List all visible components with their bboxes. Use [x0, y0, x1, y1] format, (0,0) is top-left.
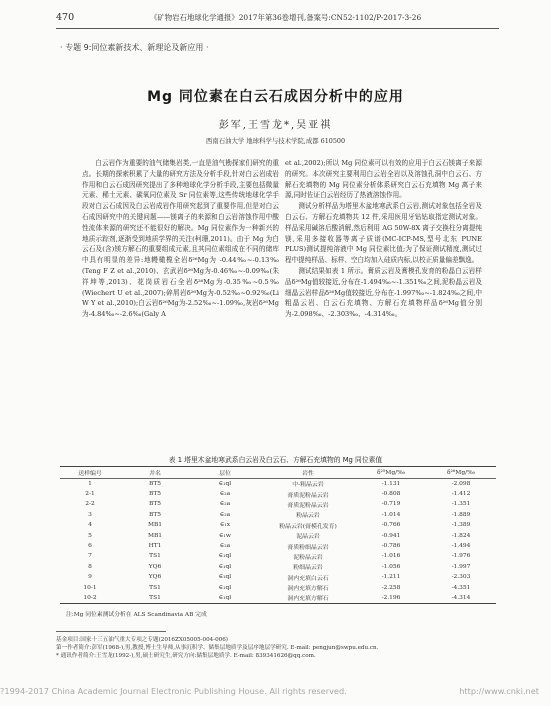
table-cell: 1 [88, 480, 92, 487]
table-cell: -1.016 [381, 553, 401, 560]
table-cell: 4 [88, 522, 92, 529]
table-cell: 8 [88, 563, 92, 570]
table-cell: -2.303 [451, 574, 471, 581]
table-cell: ∈₁ql [218, 563, 232, 570]
table-cell: 膏质泥粉晶云岩 [287, 492, 329, 499]
body-paragraph: 测试分析样品为塔里木盆地寒武系白云岩,测试对象包括全岩及白云石、方解石充填物共 12 件,采用医用牙钻钻取指定测试对象。样品采用碱溶后酸消解,然后利用 AG 50W-8X 离子交换柱分离提纯镁,采用多接收器等离子质谱(MC-ICP-MS,型号北东 PUNE PLUS)测试提纯溶液中 Mg 同位素比值;为了保证测试精度,测试过程中提纯样品、标样、空白均加入硅质内标,以校正质量偏差飘逸。 [285, 202, 482, 265]
table-cell: TS1 [120, 593, 190, 603]
table-cell: BT5 [148, 491, 161, 498]
table-cell: ∈₂a [219, 543, 231, 550]
table-cell: 2-2 [85, 501, 95, 508]
table-cell: 10-2 [60, 593, 120, 603]
table-row [60, 562, 496, 572]
table-cell: 膏质粉细晶云岩 [287, 544, 329, 551]
table-header-cell: 层位 [190, 467, 260, 479]
table-cell: -1.494 [451, 543, 471, 550]
table-header-cell: 岩性 [260, 467, 356, 479]
table-cell: -0.786 [381, 543, 401, 550]
table-cell: -1.056 [381, 563, 401, 570]
footnote-corresponding-author: * 通讯作者简介:王雪龙(1992-),男,硕士研究生,研究方向:储集层地质学. E-mail: 839341626@qq.com. [56, 653, 316, 659]
table-header-cell: 送样编号 [60, 467, 120, 479]
table-cell: 泥晶云岩 [296, 534, 320, 541]
table-cell: TS1 [149, 553, 161, 560]
footnote-first-author: 第一作者简介:彭军(1968-),男,教授,博士生导师,从事沉积学、储集层地质学及层序地层学研究. E-mail: pengjun@swpu.edu.cn. [56, 645, 379, 651]
table-cell: -1.131 [381, 480, 401, 487]
header-rule [56, 28, 499, 29]
table-cell: 3 [88, 511, 92, 518]
table-cell: 粉晶云岩 [296, 513, 320, 520]
table-row [60, 479, 496, 489]
body-column-left [82, 158, 279, 320]
table-cell: -2.258 [381, 584, 401, 591]
body-column-right [285, 158, 482, 320]
table-row [60, 530, 496, 540]
table-cell: ∈₂a [219, 501, 231, 508]
table-header-cell: δ²⁵Mg/‰ [356, 467, 426, 479]
table-header-cell: 井名 [120, 467, 190, 479]
body-paragraph: 测试结果如表 1 所示。膏质云岩及膏模孔发育的粉晶白云岩样品δ²⁶Mg值较接近,分布在-1.494‰~-1.351‰之间,泥粉晶云岩及细晶云岩样品δ²⁶Mg值较接近,分布在-1.997‰~-1.824‰之间,中粗晶云岩、白云石充填物、方解石充填物样品δ²⁶Mg值分别为-2.098‰、-2.303‰、-4.314‰。 [285, 266, 482, 319]
table-cell: -2.098 [451, 480, 471, 487]
table-cell: ∈₁ql [218, 480, 232, 487]
table-cell: -1.889 [451, 511, 471, 518]
table-row [60, 541, 496, 551]
table-cell: 2-1 [85, 491, 95, 498]
table-cell: -1.014 [381, 511, 401, 518]
table-header-cell: δ²⁶Mg/‰ [426, 467, 496, 479]
table-cell: ∈₂a [219, 511, 231, 518]
table-cell: -1.976 [451, 553, 471, 560]
paper-title: Mg 同位素在白云石成因分析中的应用 [147, 89, 404, 105]
table-cell: BT5 [148, 511, 161, 518]
table-note: 注:Mg 同位素测试分析在 ALS Scandinavia AB 完成 [66, 612, 207, 618]
table-cell: ∈₁x [219, 522, 231, 529]
table-cell: -4.351 [451, 584, 471, 591]
table-cell: -0.766 [381, 522, 401, 529]
table-cell: ∈₂a [219, 491, 231, 498]
table-cell: TS1 [149, 584, 161, 591]
table-cell: ∈₁ql [218, 553, 232, 560]
table-cell: 粉细晶云岩 [293, 565, 323, 572]
table-cell: BT5 [148, 501, 161, 508]
table-cell: 洞内充填方解石 [260, 593, 356, 603]
table-cell: -0.719 [381, 501, 401, 508]
table-cell: BT5 [148, 480, 161, 487]
table-row [60, 593, 496, 603]
footnote-funding: 基金项目:国家十三五油气重大专项之专题(2016ZX05005-004-006) [56, 637, 228, 643]
page-number: 470 [56, 12, 75, 23]
site-url: http://www.cnki.net [459, 686, 539, 696]
table-cell: 洞内充填方解石 [287, 586, 329, 593]
table-cell: ∈₁w [219, 532, 231, 539]
table-cell: YQ6 [148, 574, 162, 581]
table-cell: -1.211 [381, 574, 401, 581]
table-cell: -1.351 [451, 501, 471, 508]
body-paragraph: 白云岩作为重要的油气储集岩类,一直是油气勘探家们研究的重点。长期的探索积累了大量的研究方法及分析手段,针对白云岩成岩作用和白云石成因研究提出了多种地球化学分析手段,主要包括微量元素、稀土元素、碳氧同位素及 Sr 同位素等,这些传统地球化学手段对白云石成因及白云岩成岩作用研究起到了重要作用,但是对白云石成因研究中的关键问题——镁离子的来源和白云岩溶蚀作用中酸性流体来源的研究还不能很好的解决。Mg 同位素作为一种新兴的地质示踪剂,逐渐受到地质学界的关注(柯珊,2011)。由于 Mg 为白云石及(含)镁方解石的重要组成元素,且其同位素组成在不同的储库中具有明显的差异:地幔橄榄全岩δ²⁶Mg为 -0.44‰~-0.13‰(Teng F Z et al.,2010)、玄武岩δ²⁶Mg为-0.46‰~-0.09‰(朱祥坤等,2013)、花岗质岩石全岩δ²⁶Mg为-0.35‰~0.5‰(Wiechert U et al.,2007);碎屑岩δ²⁶Mg为-0.52‰~0.92‰(Li W Y et al.,2010);白云岩δ²⁶Mg为-2.52‰~-1.09‰,灰岩δ²⁶Mg为-4.84‰~-2.6‰(Galy A [82, 159, 279, 319]
data-table [60, 466, 496, 604]
table-cell: 6 [88, 543, 92, 550]
table-cell: -2.196 [356, 593, 426, 603]
table-cell: 粉晶云岩(膏模孔发育) [279, 523, 337, 530]
affiliation: 西南石油大学 地球科学与技术学院,成都 610500 [205, 137, 346, 145]
table-cell: -1.412 [451, 491, 471, 498]
table-cell: -1.997 [451, 563, 471, 570]
table-cell: 泥粉晶云岩 [293, 554, 323, 561]
table-cell: 膏质泥粉晶云岩 [287, 502, 329, 509]
copyright-watermark: ?1994-2017 China Academic Journal Electronic Publishing House. All rights reserved. [0, 686, 347, 696]
table-row [60, 520, 496, 530]
table-row [60, 510, 496, 520]
table-cell: -0.941 [381, 532, 401, 539]
table-cell: 9 [88, 574, 92, 581]
table-cell: MB1 [147, 532, 163, 539]
table-cell: ∈₁ql [218, 574, 232, 581]
table-row [60, 582, 496, 592]
journal-running-header: 《矿物岩石地球化学通报》2017年第36卷增刊,备案号:CN52-1102/P-2017-3-26 [150, 13, 422, 22]
table-cell: -1.389 [451, 522, 471, 529]
table-row [60, 572, 496, 582]
table-cell: -4.314 [426, 593, 496, 603]
table-cell: ∈₁ql [190, 593, 260, 603]
table-cell: 中-粗晶云岩 [292, 482, 324, 489]
table-cell: YQ6 [148, 563, 162, 570]
table-header-row [60, 467, 496, 479]
table-cell: 5 [88, 532, 92, 539]
table-caption: 表 1 塔里木盆地寒武系白云岩及白云石、方解石充填物的 Mg 同位素值 [168, 456, 383, 464]
table-row [60, 489, 496, 499]
section-tag: · 专题 9:同位素新技术、新理论及新应用 · [60, 43, 209, 52]
body-paragraph: et al.,2002);所以 Mg 同位素可以有效的应用于白云石镁离子来源的研究。本次研究主要利用白云岩全岩以及溶蚀孔洞中白云石、方解石充填物的 Mg 同位素分析体系研究白云石充填物 Mg 离子来源,同时佐证白云岩经历了热液溶蚀作用。 [285, 159, 482, 200]
author-list: 彭军,王雪龙*,吴亚祺 [218, 120, 333, 131]
table-cell: -1.824 [451, 532, 471, 539]
footnote-rule [56, 631, 166, 632]
table-cell: 7 [88, 553, 92, 560]
table-cell: 10-1 [83, 584, 97, 591]
table-cell: -0.808 [381, 491, 401, 498]
table-row [60, 551, 496, 561]
table-cell: 洞内充填白云石 [287, 575, 329, 582]
table-cell: ∈₁ql [218, 584, 232, 591]
table-cell: HT1 [148, 543, 162, 550]
table-cell: MB1 [147, 522, 163, 529]
table-row [60, 499, 496, 509]
